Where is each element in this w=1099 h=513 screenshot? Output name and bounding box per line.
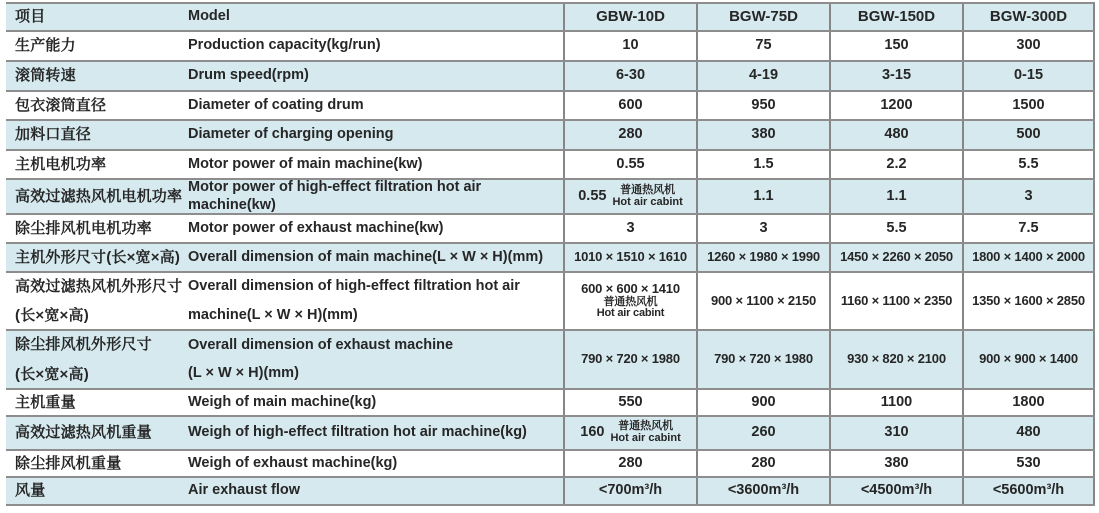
row-values [563, 244, 1095, 271]
table-row [6, 151, 1095, 178]
row-label-en-line2: (L × W × H)(mm) [188, 365, 299, 381]
model-header: BGW-75D [696, 4, 829, 30]
table-row [6, 92, 1095, 119]
table-row [6, 32, 1095, 60]
model-header: BGW-150D [829, 4, 962, 30]
value-cell: 600 [563, 92, 696, 119]
row-label-en-line1: Motor power of high-effect filtration hot air machine(kw) [188, 179, 482, 213]
row-values [563, 215, 1095, 242]
value-cell: 2.2 [829, 151, 962, 178]
row-label-en-line1: Air exhaust flow [188, 482, 300, 499]
row-label-en-line1: Diameter of coating drum [188, 96, 364, 113]
row-label-cn-line1: 风量 [15, 482, 46, 500]
row-label-cn-line1: 除尘排风机重量 [15, 454, 122, 472]
row-label-cn-line1: 生产能力 [15, 37, 76, 55]
row-label-en [188, 390, 563, 415]
value-cell: 380 [829, 451, 962, 476]
value-cell: 1500 [962, 92, 1095, 119]
note-en: Hot air cabint [596, 307, 665, 320]
value-cell: 950 [696, 92, 829, 119]
row-values [563, 121, 1095, 149]
table-row [6, 215, 1095, 242]
row-label-cn [6, 478, 188, 504]
model-header: GBW-10D [563, 4, 696, 30]
value-cell: 310 [829, 417, 962, 449]
value-cell: 3-15 [829, 62, 962, 90]
row-label-cn-line1: 主机外形尺寸(长×宽×高) [15, 248, 181, 266]
row-label-en [188, 244, 563, 271]
value-cell: 1010 × 1510 × 1610 [563, 244, 696, 271]
row-values [563, 273, 1095, 329]
value-cell: 3 [696, 215, 829, 242]
value-cell: 300 [962, 32, 1095, 60]
value-cell: 1.1 [829, 180, 962, 213]
divider [6, 504, 1095, 506]
row-label-cn-line1: 除尘排风机电机功率 [15, 219, 152, 237]
row-label-cn-line1: 滚筒转速 [15, 67, 76, 85]
value-cell: <5600m³/h [962, 478, 1095, 504]
row-label-en-line1: Overall dimension of high-effect filtration hot air [188, 278, 520, 295]
row-label-en-line2: machine(L × W × H)(mm) [188, 306, 358, 323]
row-values [563, 478, 1095, 504]
row-values [563, 92, 1095, 119]
value-cell: 900 [696, 390, 829, 415]
row-label-en-line1: Diameter of charging opening [188, 126, 394, 143]
value-cell: 7.5 [962, 215, 1095, 242]
row-values [563, 32, 1095, 60]
value-number: 160 [580, 424, 605, 441]
value-cell: 380 [696, 121, 829, 149]
header-models [563, 4, 1095, 30]
row-label-cn-line2: (长×宽×高) [15, 307, 89, 324]
row-label-en [188, 121, 563, 149]
row-label-en [188, 331, 563, 388]
model-header: BGW-300D [962, 4, 1095, 30]
value-cell: 1800 × 1400 × 2000 [962, 244, 1095, 271]
row-label-en [188, 32, 563, 60]
row-label-en-line1: Production capacity(kg/run) [188, 37, 381, 54]
hot-air-cabinet-note [612, 185, 682, 208]
header-item-en-label: Model [188, 8, 230, 25]
value-cell: 1200 [829, 92, 962, 119]
row-label-en [188, 92, 563, 119]
value-cell: 3 [962, 180, 1095, 213]
value-cell: 75 [696, 32, 829, 60]
table-row [6, 121, 1095, 149]
row-label-cn-line1: 包衣滚筒直径 [15, 96, 107, 114]
table-row [6, 62, 1095, 90]
value-cell: 1350 × 1600 × 2850 [962, 273, 1095, 329]
value-cell: 260 [696, 417, 829, 449]
row-label-cn-line1: 主机重量 [15, 393, 76, 411]
hot-air-cabinet-note [610, 421, 680, 444]
row-values [563, 62, 1095, 90]
row-label-cn [6, 121, 188, 149]
row-label-cn [6, 32, 188, 60]
row-values [563, 331, 1095, 388]
row-label-cn-line1: 主机电机功率 [15, 155, 107, 173]
row-label-en-line1: Weigh of exhaust machine(kg) [188, 454, 398, 471]
row-label-en-line1: Motor power of exhaust machine(kw) [188, 219, 444, 236]
row-label-en-line1: Overall dimension of main machine(L × W × H)(mm) [188, 248, 544, 265]
row-label-en [188, 478, 563, 504]
row-label-en [188, 151, 563, 178]
value-cell: 6-30 [563, 62, 696, 90]
row-label-cn [6, 451, 188, 476]
value-cell: 790 × 720 × 1980 [696, 331, 829, 388]
table-row [6, 180, 1095, 213]
row-values [563, 390, 1095, 415]
header-item-en [188, 4, 563, 30]
value-cell: 1160 × 1100 × 2350 [829, 273, 962, 329]
table-row [6, 417, 1095, 449]
row-label-en-line1: Overall dimension of exhaust machine [188, 336, 454, 353]
value-cell: 1800 [962, 390, 1095, 415]
row-label-cn-line1: 高效过滤热风机重量 [15, 424, 152, 442]
value-cell: 480 [962, 417, 1095, 449]
table-row [6, 478, 1095, 504]
value-cell: 150 [829, 32, 962, 60]
row-label-cn [6, 215, 188, 242]
value-with-note [578, 185, 683, 208]
row-values [563, 151, 1095, 178]
value-cell: 5.5 [962, 151, 1095, 178]
value-cell [563, 417, 696, 449]
spec-table [6, 2, 1095, 506]
value-cell: 790 × 720 × 1980 [563, 331, 696, 388]
value-cell: 1450 × 2260 × 2050 [829, 244, 962, 271]
value-cell: 280 [563, 451, 696, 476]
value-cell: 1.1 [696, 180, 829, 213]
row-label-cn [6, 390, 188, 415]
row-label-cn [6, 244, 188, 271]
row-label-cn-line1: 高效过滤热风机电机功率 [15, 187, 183, 205]
row-label-cn [6, 273, 188, 329]
row-label-cn [6, 417, 188, 449]
value-cell: 1.5 [696, 151, 829, 178]
row-label-cn [6, 62, 188, 90]
table-row [6, 273, 1095, 329]
row-label-cn [6, 180, 188, 213]
value-cell: 3 [563, 215, 696, 242]
value-cell: 500 [962, 121, 1095, 149]
row-label-cn [6, 92, 188, 119]
table-body [6, 30, 1095, 506]
note-cn: 普通热风机 [618, 420, 674, 433]
row-label-en-line1: Motor power of main machine(kw) [188, 155, 423, 172]
row-label-en-line1: Drum speed(rpm) [188, 67, 309, 84]
value-cell: 550 [563, 390, 696, 415]
value-cell: 900 × 1100 × 2150 [696, 273, 829, 329]
row-label-en [188, 273, 563, 329]
value-cell: 4-19 [696, 62, 829, 90]
value-cell: 0-15 [962, 62, 1095, 90]
header-item-cn [6, 4, 188, 30]
row-label-en [188, 215, 563, 242]
hot-air-cabinet-note [597, 297, 665, 320]
value-cell: 530 [962, 451, 1095, 476]
row-label-cn-line2: (长×宽×高) [15, 365, 89, 383]
row-label-en-line1: Weigh of main machine(kg) [188, 393, 377, 410]
header-item-cn-label: 项目 [15, 8, 46, 26]
value-with-note [581, 282, 680, 319]
row-label-en [188, 417, 563, 449]
value-cell: 280 [696, 451, 829, 476]
value-cell: 10 [563, 32, 696, 60]
value-cell: 900 × 900 × 1400 [962, 331, 1095, 388]
value-cell [563, 180, 696, 213]
value-cell [563, 273, 696, 329]
value-cell: 0.55 [563, 151, 696, 178]
row-label-en [188, 451, 563, 476]
value-with-note [580, 421, 681, 444]
row-label-cn [6, 331, 188, 388]
value-cell: <700m³/h [563, 478, 696, 504]
note-cn: 普通热风机 [603, 295, 658, 308]
value-cell: <3600m³/h [696, 478, 829, 504]
row-values [563, 180, 1095, 213]
row-label-en-line1: Weigh of high-effect filtration hot air machine(kg) [188, 424, 527, 441]
value-cell: <4500m³/h [829, 478, 962, 504]
table-row [6, 244, 1095, 271]
value-cell: 1260 × 1980 × 1990 [696, 244, 829, 271]
note-en: Hot air cabint [612, 195, 683, 208]
value-number: 600 × 600 × 1410 [581, 281, 680, 297]
row-label-cn-line1: 高效过滤热风机外形尺寸 [15, 277, 183, 295]
value-cell: 5.5 [829, 215, 962, 242]
value-cell: 1100 [829, 390, 962, 415]
row-label-cn-line1: 加料口直径 [15, 126, 92, 144]
row-values [563, 451, 1095, 476]
row-label-cn-line1: 除尘排风机外形尺寸 [15, 336, 152, 354]
table-row [6, 451, 1095, 476]
value-number: 0.55 [578, 187, 607, 204]
value-cell: 930 × 820 × 2100 [829, 331, 962, 388]
row-label-en [188, 180, 563, 213]
note-en: Hot air cabint [610, 432, 681, 444]
table-row [6, 331, 1095, 388]
value-cell: 480 [829, 121, 962, 149]
header-row [6, 4, 1095, 30]
row-label-cn [6, 151, 188, 178]
note-cn: 普通热风机 [620, 183, 676, 196]
table-row [6, 390, 1095, 415]
row-label-en [188, 62, 563, 90]
row-values [563, 417, 1095, 449]
value-cell: 280 [563, 121, 696, 149]
